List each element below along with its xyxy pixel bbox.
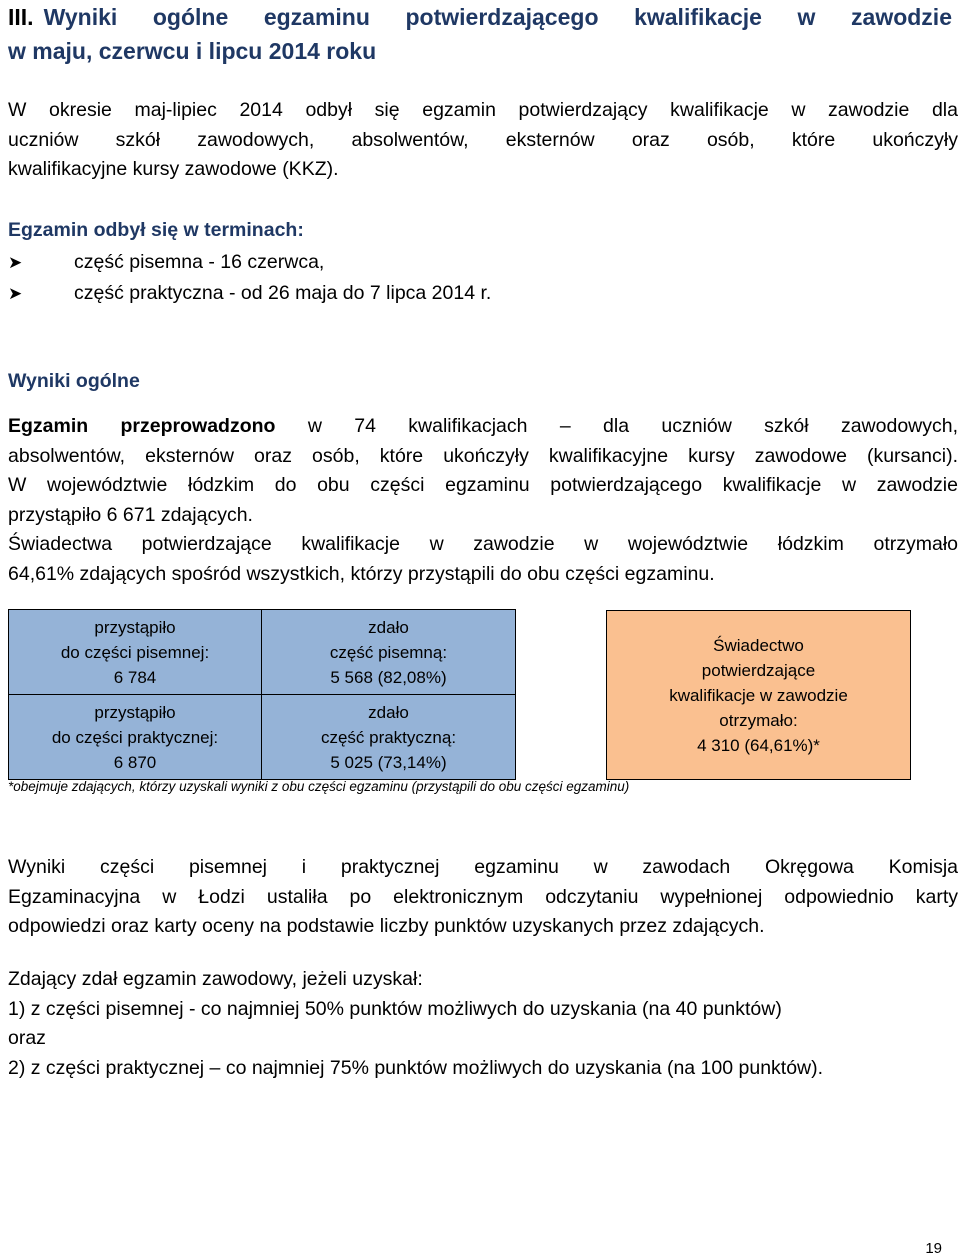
- box-value: 5 025 (73,14%): [330, 752, 447, 772]
- assessment-paragraph: [8, 853, 958, 942]
- results-line: [8, 412, 958, 442]
- assessment-line: odpowiedzi oraz karty oceny na podstawie liczby punktów uzyskanych przez zdających.: [8, 915, 765, 937]
- results-line: absolwentów, eksternów oraz osób, które ukończyły kwalifikacyjne kursy zawodowe (kursanci).: [8, 444, 958, 467]
- box-value: 6 870: [113, 752, 157, 772]
- box-label: zdało: [368, 617, 409, 637]
- results-title: Wyniki ogólne: [8, 370, 140, 392]
- certificate-label: potwierdzające: [701, 660, 816, 680]
- section-title-line2: w maju, czerwcu i lipcu 2014 roku: [8, 38, 377, 64]
- intro-line: uczniów szkół zawodowych, absolwentów, eksternów oraz osób, które ukończyły: [8, 128, 958, 151]
- written-passed-box: [261, 609, 516, 695]
- section-number: III.: [8, 4, 34, 30]
- assessment-line: Wyniki części pisemnej i praktycznej egzaminu w zawodach Okręgowa Komisja: [8, 856, 958, 878]
- written-taken-box: [8, 609, 262, 695]
- box-label: do części pisemnej:: [60, 642, 210, 662]
- terms-item: [8, 278, 491, 309]
- section-heading: [8, 0, 952, 68]
- box-value: 6 784: [113, 667, 157, 687]
- box-label: przystąpiło: [94, 702, 176, 722]
- intro-line: kwalifikacyjne kursy zawodowe (KKZ).: [8, 158, 339, 180]
- passing-line: 2) z części praktycznej – co najmniej 75% punktów możliwych do uzyskania (na 100 punktów).: [8, 1056, 824, 1079]
- arrow-bullet-icon: ➤: [8, 284, 23, 303]
- box-value: 5 568 (82,08%): [330, 667, 447, 687]
- results-bold-phrase: Egzamin przeprowadzono: [8, 415, 276, 437]
- results-line: przystąpiło 6 671 zdających.: [8, 503, 253, 526]
- results-paragraph: [8, 412, 958, 589]
- passing-line: oraz: [8, 1027, 46, 1049]
- box-label: część pisemną:: [329, 642, 448, 662]
- terms-title: Egzamin odbył się w terminach:: [8, 219, 304, 241]
- certificate-value: 4 310 (64,61%)*: [697, 735, 820, 755]
- terms-item-text: część pisemna - 16 czerwca,: [74, 251, 325, 273]
- intro-line: W okresie maj-lipiec 2014 odbył się egzamin potwierdzający kwalifikacje w zawodzie dla: [8, 99, 958, 121]
- certificate-box: [606, 610, 911, 780]
- certificate-label: otrzymało:: [719, 710, 798, 730]
- certificate-label: Świadectwo: [713, 635, 804, 655]
- certificate-label: kwalifikacje w zawodzie: [669, 685, 848, 705]
- intro-paragraph: [8, 96, 958, 185]
- box-label: do części praktycznej:: [51, 727, 219, 747]
- results-line: 64,61% zdających spośród wszystkich, którzy przystąpili do obu części egzaminu.: [8, 562, 715, 585]
- footnote: *obejmuje zdających, którzy uzyskali wyniki z obu części egzaminu (przystąpili do obu części egzaminu): [8, 779, 630, 794]
- box-label: część praktyczną:: [320, 727, 457, 747]
- results-line-rest: w 74 kwalifikacjach – dla uczniów szkół zawodowych,: [307, 415, 959, 437]
- passing-line: 1) z części pisemnej - co najmniej 50% punktów możliwych do uzyskania (na 40 punktów): [8, 997, 782, 1020]
- passing-criteria: [8, 965, 958, 1083]
- box-label: przystąpiło: [94, 617, 176, 637]
- practical-taken-box: [8, 694, 262, 780]
- results-line: W województwie łódzkim do obu części egzaminu potwierdzającego kwalifikacje w zawodzie: [8, 474, 958, 496]
- practical-passed-box: [261, 694, 516, 780]
- terms-item-text: część praktyczna - od 26 maja do 7 lipca 2014 r.: [74, 282, 492, 304]
- passing-intro: Zdający zdał egzamin zawodowy, jeżeli uzyskał:: [8, 968, 423, 990]
- arrow-bullet-icon: ➤: [8, 253, 23, 272]
- assessment-line: Egzaminacyjna w Łodzi ustaliła po elektronicznym odczytaniu wypełnionej odpowiednio karty: [8, 885, 958, 908]
- section-title-line1: Wyniki ogólne egzaminu potwierdzającego kwalifikacje w zawodzie: [43, 4, 952, 30]
- terms-item: [8, 247, 324, 278]
- results-line: Świadectwa potwierdzające kwalifikacje w zawodzie w województwie łódzkim otrzymało: [8, 533, 958, 555]
- page-number: 19: [925, 1240, 942, 1257]
- box-label: zdało: [368, 702, 409, 722]
